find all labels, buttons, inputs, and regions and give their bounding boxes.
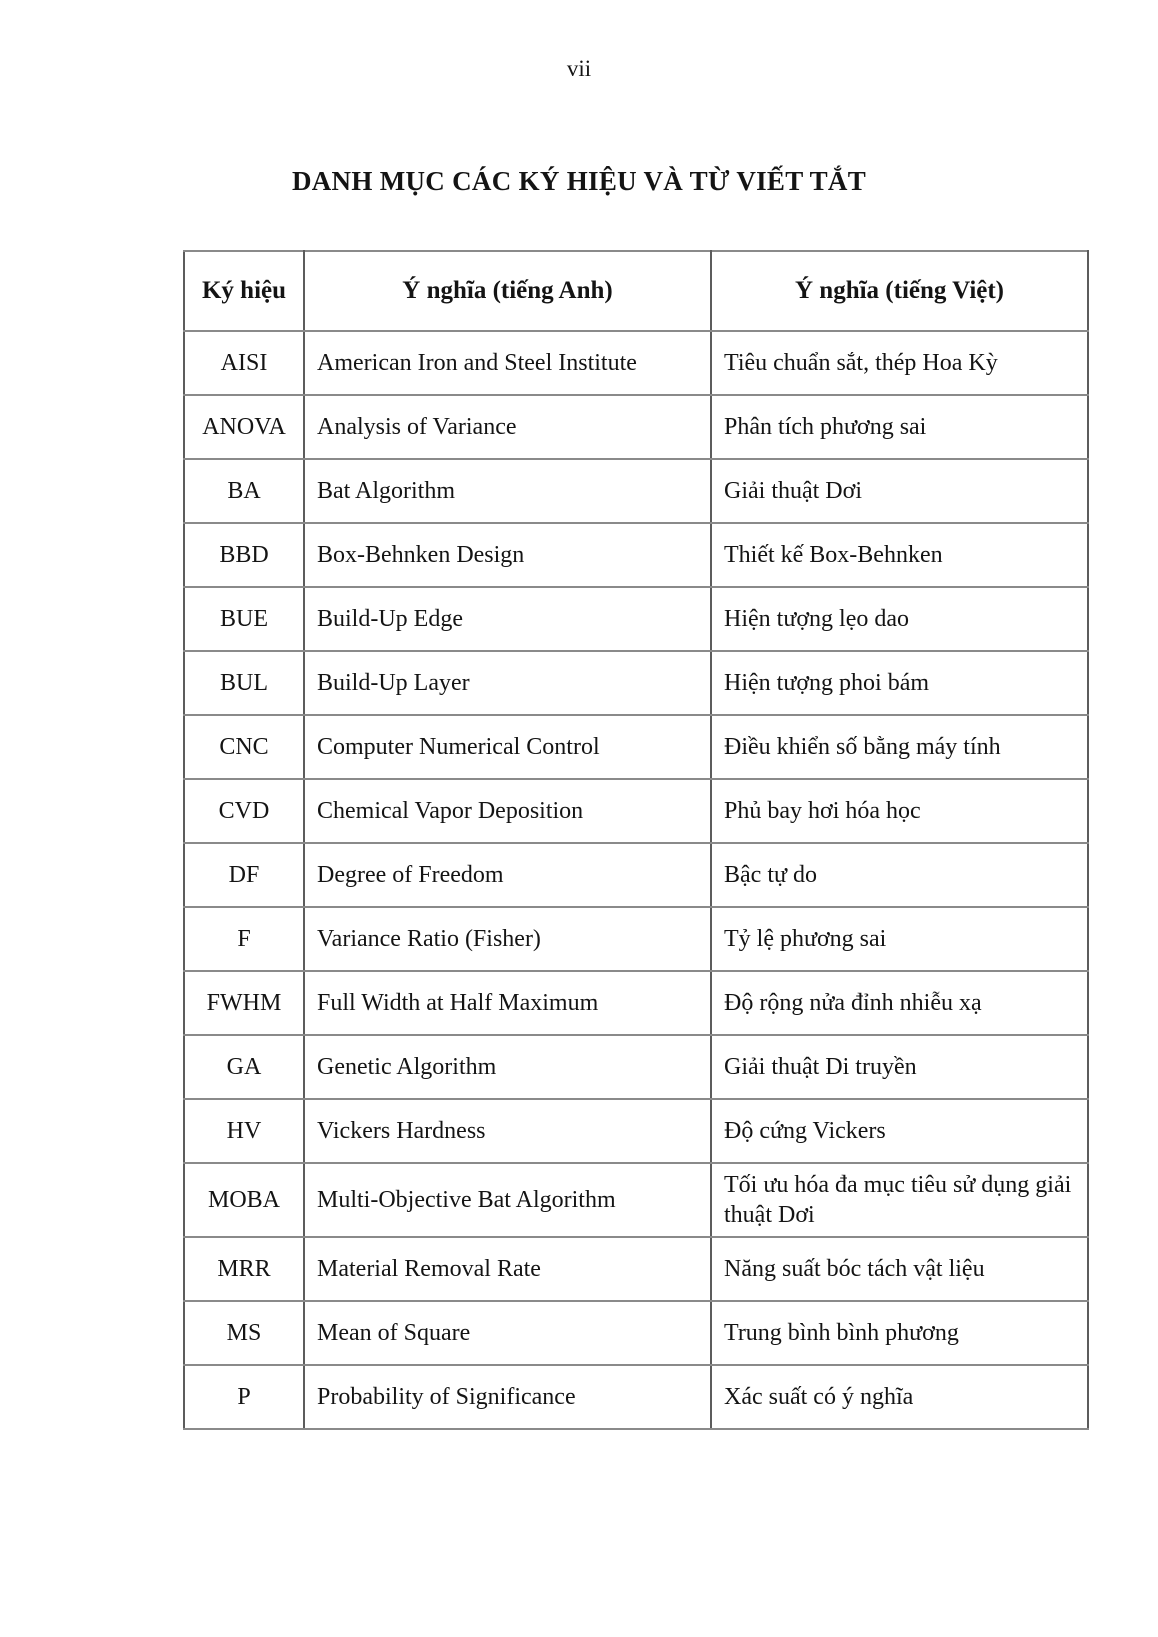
symbol-cell: F [184, 907, 304, 971]
vietnamese-meaning-cell: Tối ưu hóa đa mục tiêu sử dụng giải thuật Dơi [711, 1163, 1088, 1237]
vietnamese-meaning-cell: Giải thuật Dơi [711, 459, 1088, 523]
vietnamese-meaning-cell: Độ cứng Vickers [711, 1099, 1088, 1163]
english-meaning-cell: Build-Up Layer [304, 651, 711, 715]
english-meaning-cell: Variance Ratio (Fisher) [304, 907, 711, 971]
vietnamese-meaning-cell: Xác suất có ý nghĩa [711, 1365, 1088, 1429]
symbol-cell: MRR [184, 1237, 304, 1301]
table-row [184, 651, 1088, 715]
table-row [184, 1035, 1088, 1099]
english-meaning-cell: Material Removal Rate [304, 1237, 711, 1301]
vietnamese-meaning-cell: Độ rộng nửa đỉnh nhiễu xạ [711, 971, 1088, 1035]
symbol-cell: FWHM [184, 971, 304, 1035]
table-row [184, 331, 1088, 395]
english-meaning-cell: Vickers Hardness [304, 1099, 711, 1163]
table-row [184, 779, 1088, 843]
table-row [184, 1163, 1088, 1237]
vietnamese-meaning-cell: Hiện tượng phoi bám [711, 651, 1088, 715]
header-symbol: Ký hiệu [184, 251, 304, 331]
vietnamese-meaning-cell: Tỷ lệ phương sai [711, 907, 1088, 971]
vietnamese-meaning-cell: Năng suất bóc tách vật liệu [711, 1237, 1088, 1301]
table-row [184, 1099, 1088, 1163]
symbol-cell: BBD [184, 523, 304, 587]
english-meaning-cell: Full Width at Half Maximum [304, 971, 711, 1035]
table-row [184, 843, 1088, 907]
abbreviations-table-body [184, 331, 1088, 1429]
table-row [184, 1365, 1088, 1429]
abbreviations-table-header [184, 251, 1088, 331]
english-meaning-cell: American Iron and Steel Institute [304, 331, 711, 395]
table-row [184, 395, 1088, 459]
table-row [184, 1301, 1088, 1365]
english-meaning-cell: Bat Algorithm [304, 459, 711, 523]
symbol-cell: BUL [184, 651, 304, 715]
symbol-cell: CNC [184, 715, 304, 779]
english-meaning-cell: Computer Numerical Control [304, 715, 711, 779]
header-vietnamese-meaning: Ý nghĩa (tiếng Việt) [711, 251, 1088, 331]
vietnamese-meaning-cell: Trung bình bình phương [711, 1301, 1088, 1365]
english-meaning-cell: Probability of Significance [304, 1365, 711, 1429]
english-meaning-cell: Build-Up Edge [304, 587, 711, 651]
vietnamese-meaning-cell: Bậc tự do [711, 843, 1088, 907]
symbol-cell: HV [184, 1099, 304, 1163]
symbol-cell: P [184, 1365, 304, 1429]
vietnamese-meaning-cell: Thiết kế Box-Behnken [711, 523, 1088, 587]
table-row [184, 523, 1088, 587]
english-meaning-cell: Genetic Algorithm [304, 1035, 711, 1099]
page-title: DANH MỤC CÁC KÝ HIỆU VÀ TỪ VIẾT TẮT [291, 166, 867, 196]
vietnamese-meaning-cell: Điều khiển số bằng máy tính [711, 715, 1088, 779]
english-meaning-cell: Mean of Square [304, 1301, 711, 1365]
table-row [184, 971, 1088, 1035]
symbol-cell: BUE [184, 587, 304, 651]
symbol-cell: BA [184, 459, 304, 523]
symbol-cell: CVD [184, 779, 304, 843]
table-row [184, 1237, 1088, 1301]
table-row [184, 587, 1088, 651]
table-row [184, 907, 1088, 971]
abbreviations-table [183, 250, 1089, 1430]
vietnamese-meaning-cell: Giải thuật Di truyền [711, 1035, 1088, 1099]
symbol-cell: DF [184, 843, 304, 907]
english-meaning-cell: Chemical Vapor Deposition [304, 779, 711, 843]
vietnamese-meaning-cell: Phân tích phương sai [711, 395, 1088, 459]
vietnamese-meaning-cell: Hiện tượng lẹo dao [711, 587, 1088, 651]
table-row [184, 459, 1088, 523]
symbol-cell: GA [184, 1035, 304, 1099]
english-meaning-cell: Analysis of Variance [304, 395, 711, 459]
symbol-cell: ANOVA [184, 395, 304, 459]
english-meaning-cell: Multi-Objective Bat Algorithm [304, 1163, 711, 1237]
header-english-meaning: Ý nghĩa (tiếng Anh) [304, 251, 711, 331]
symbol-cell: MOBA [184, 1163, 304, 1237]
symbol-cell: MS [184, 1301, 304, 1365]
symbol-cell: AISI [184, 331, 304, 395]
header-row [184, 251, 1088, 331]
vietnamese-meaning-cell: Tiêu chuẩn sắt, thép Hoa Kỳ [711, 331, 1088, 395]
page-number: vii [566, 56, 592, 81]
table-row [184, 715, 1088, 779]
english-meaning-cell: Box-Behnken Design [304, 523, 711, 587]
english-meaning-cell: Degree of Freedom [304, 843, 711, 907]
vietnamese-meaning-cell: Phủ bay hơi hóa học [711, 779, 1088, 843]
